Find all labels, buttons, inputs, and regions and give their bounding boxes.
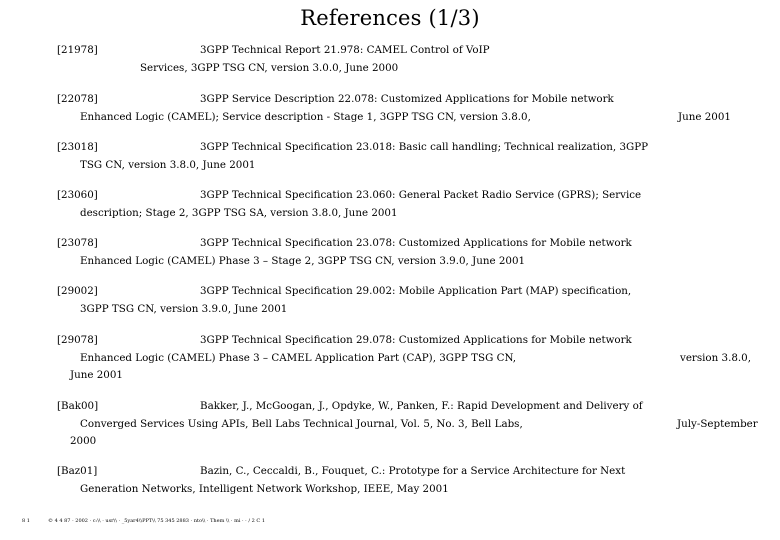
- reference-text-right: version 3.8.0,: [680, 352, 751, 364]
- reference-key: [23018]: [57, 141, 98, 153]
- reference-text-continued: June 2001: [70, 369, 123, 381]
- reference-text-continued: 3GPP TSG CN, version 3.9.0, June 2001: [80, 303, 288, 315]
- reference-text-right: July-September: [677, 418, 758, 430]
- reference-key: [29002]: [57, 285, 98, 297]
- reference-text: Bakker, J., McGoogan, J., Opdyke, W., Panken, F.: Rapid Development and Delivery of: [200, 400, 643, 412]
- reference-text: Bazin, C., Ceccaldi, B., Fouquet, C.: Prototype for a Service Architecture for Next: [200, 465, 626, 477]
- reference-text-continued: TSG CN, version 3.8.0, June 2001: [80, 159, 256, 171]
- reference-text-continued: Services, 3GPP TSG CN, version 3.0.0, June 2000: [140, 62, 399, 74]
- reference-key: [Baz01]: [57, 465, 98, 477]
- reference-text: 3GPP Service Description 22.078: Customized Applications for Mobile network: [200, 93, 614, 105]
- reference-key: [Bak00]: [57, 400, 99, 412]
- reference-text: 3GPP Technical Specification 23.078: Customized Applications for Mobile network: [200, 237, 632, 249]
- reference-key: [29078]: [57, 334, 98, 346]
- reference-text-continued: Converged Services Using APIs, Bell Labs Technical Journal, Vol. 5, No. 3, Bell Labs,: [80, 418, 523, 430]
- reference-text-continued: Enhanced Logic (CAMEL) Phase 3 – CAMEL Application Part (CAP), 3GPP TSG CN,: [80, 352, 517, 364]
- reference-text-continued: 2000: [70, 435, 97, 447]
- page-number: 8 1: [22, 518, 30, 524]
- reference-text-continued: Generation Networks, Intelligent Network Workshop, IEEE, May 2001: [80, 483, 449, 495]
- reference-text-continued: Enhanced Logic (CAMEL); Service description - Stage 1, 3GPP TSG CN, version 3.8.0,: [80, 111, 531, 123]
- reference-text: 3GPP Technical Report 21.978: CAMEL Control of VoIP: [200, 44, 490, 56]
- reference-text-continued: Enhanced Logic (CAMEL) Phase 3 – Stage 2, 3GPP TSG CN, version 3.9.0, June 2001: [80, 255, 526, 267]
- reference-text-continued: description; Stage 2, 3GPP TSG SA, version 3.8.0, June 2001: [80, 207, 398, 219]
- reference-key: [21978]: [57, 44, 98, 56]
- reference-text-right: June 2001: [678, 111, 731, 123]
- footer-text: © 4 4 87 · 2002 · c:\\ · usr\\ · _5yar4\\PPT\\ 75 345 2883 · nto\\ · Them \\ · mi · · / 2 C 1: [48, 518, 266, 524]
- page-title: References (1/3): [300, 6, 480, 30]
- reference-text: 3GPP Technical Specification 23.018: Basic call handling; Technical realization, 3GPP: [200, 141, 649, 153]
- reference-text: 3GPP Technical Specification 29.002: Mobile Application Part (MAP) specification,: [200, 285, 632, 297]
- reference-text: 3GPP Technical Specification 29.078: Customized Applications for Mobile network: [200, 334, 632, 346]
- reference-key: [23060]: [57, 189, 98, 201]
- reference-key: [23078]: [57, 237, 98, 249]
- reference-text: 3GPP Technical Specification 23.060: General Packet Radio Service (GPRS); Service: [200, 189, 642, 201]
- reference-key: [22078]: [57, 93, 98, 105]
